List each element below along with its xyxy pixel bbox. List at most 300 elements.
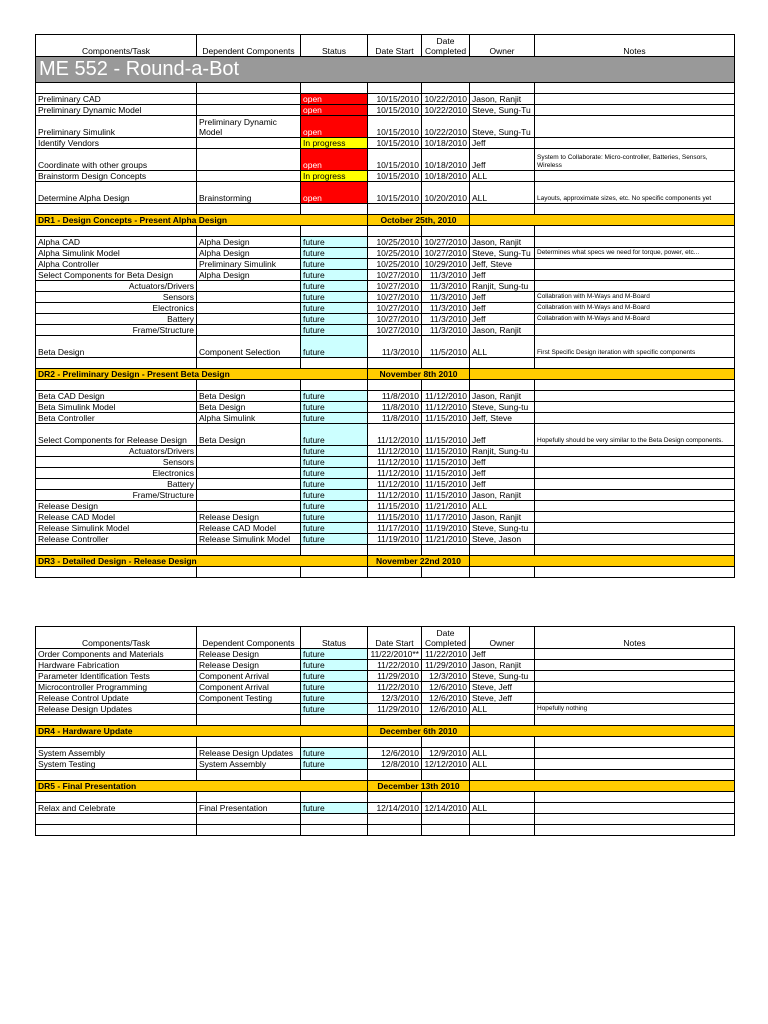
status-cell[interactable]: future [301,336,368,358]
date-start-cell[interactable]: 12/6/2010 [368,748,422,759]
date-start-cell[interactable]: 11/22/2010 [368,682,422,693]
empty-cell[interactable] [197,737,301,748]
date-completed-cell[interactable]: 12/6/2010 [422,682,470,693]
task-cell[interactable]: Beta Controller [36,413,197,424]
task-cell[interactable]: Select Components for Release Design [36,424,197,446]
task-cell[interactable]: Order Components and Materials [36,649,197,660]
empty-cell[interactable] [36,814,197,825]
notes-cell[interactable] [535,171,735,182]
notes-cell[interactable] [535,512,735,523]
milestone-spacer[interactable] [470,215,735,226]
task-cell[interactable]: Coordinate with other groups [36,149,197,171]
date-start-cell[interactable]: 10/27/2010 [368,325,422,336]
milestone-spacer[interactable] [470,369,735,380]
milestone-spacer[interactable] [470,781,735,792]
empty-cell[interactable] [368,825,422,836]
status-cell[interactable]: future [301,303,368,314]
status-cell[interactable]: future [301,413,368,424]
dependent-cell[interactable]: Release Design Updates [197,748,301,759]
status-cell[interactable]: future [301,523,368,534]
task-cell[interactable]: Electronics [36,468,197,479]
empty-cell[interactable] [422,380,470,391]
date-completed-cell[interactable]: 12/6/2010 [422,693,470,704]
notes-cell[interactable]: Determines what specs we need for torque, power, etc... [535,248,735,259]
status-cell[interactable]: future [301,649,368,660]
empty-cell[interactable] [368,358,422,369]
date-start-cell[interactable]: 10/15/2010 [368,105,422,116]
date-start-cell[interactable]: 10/27/2010 [368,292,422,303]
empty-cell[interactable] [301,380,368,391]
status-cell[interactable]: open [301,116,368,138]
task-cell[interactable]: Frame/Structure [36,490,197,501]
status-cell[interactable]: future [301,803,368,814]
date-completed-cell[interactable]: 11/3/2010 [422,270,470,281]
owner-cell[interactable]: ALL [470,759,535,770]
task-cell[interactable]: Microcontroller Programming [36,682,197,693]
task-cell[interactable]: Preliminary CAD [36,94,197,105]
owner-cell[interactable]: Jeff [470,314,535,325]
date-completed-cell[interactable]: 12/12/2010 [422,759,470,770]
empty-cell[interactable] [470,83,535,94]
status-cell[interactable]: open [301,94,368,105]
notes-cell[interactable]: Layouts, approximate sizes, etc. No specific components yet [535,182,735,204]
owner-cell[interactable]: Steve, Jason [470,534,535,545]
notes-cell[interactable]: Collabration with M-Ways and M-Board [535,292,735,303]
empty-cell[interactable] [368,814,422,825]
status-cell[interactable]: future [301,693,368,704]
status-cell[interactable]: future [301,237,368,248]
status-cell[interactable]: future [301,446,368,457]
task-cell[interactable]: Release Design Updates [36,704,197,715]
empty-cell[interactable] [301,737,368,748]
date-start-cell[interactable]: 10/15/2010 [368,116,422,138]
date-start-cell[interactable]: 11/12/2010 [368,457,422,468]
empty-cell[interactable] [301,715,368,726]
task-cell[interactable]: Relax and Celebrate [36,803,197,814]
empty-cell[interactable] [470,770,535,781]
task-cell[interactable]: Frame/Structure [36,325,197,336]
notes-cell[interactable] [535,682,735,693]
notes-cell[interactable] [535,237,735,248]
empty-cell[interactable] [301,792,368,803]
notes-cell[interactable] [535,803,735,814]
dependent-cell[interactable]: Release Design [197,512,301,523]
owner-cell[interactable]: ALL [470,704,535,715]
task-cell[interactable]: Hardware Fabrication [36,660,197,671]
empty-cell[interactable] [470,204,535,215]
empty-cell[interactable] [197,204,301,215]
notes-cell[interactable] [535,402,735,413]
notes-cell[interactable] [535,105,735,116]
date-completed-cell[interactable]: 12/9/2010 [422,748,470,759]
empty-cell[interactable] [36,226,197,237]
owner-cell[interactable]: ALL [470,501,535,512]
date-completed-cell[interactable]: 11/15/2010 [422,446,470,457]
task-cell[interactable]: Battery [36,314,197,325]
owner-cell[interactable]: Jeff [470,479,535,490]
empty-cell[interactable] [535,545,735,556]
empty-cell[interactable] [301,204,368,215]
dependent-cell[interactable]: Alpha Design [197,237,301,248]
date-completed-cell[interactable]: 11/3/2010 [422,292,470,303]
date-start-cell[interactable]: 11/29/2010 [368,704,422,715]
date-start-cell[interactable]: 10/27/2010 [368,270,422,281]
empty-cell[interactable] [470,825,535,836]
notes-cell[interactable] [535,391,735,402]
owner-cell[interactable]: Steve, Sung-Tu [470,248,535,259]
task-cell[interactable]: System Testing [36,759,197,770]
notes-cell[interactable] [535,671,735,682]
notes-cell[interactable] [535,259,735,270]
empty-cell[interactable] [36,715,197,726]
task-cell[interactable]: Alpha Controller [36,259,197,270]
date-start-cell[interactable]: 11/12/2010 [368,479,422,490]
empty-cell[interactable] [36,83,197,94]
dependent-cell[interactable]: Component Arrival [197,671,301,682]
date-start-cell[interactable]: 11/8/2010 [368,402,422,413]
status-cell[interactable]: future [301,660,368,671]
notes-cell[interactable]: Collabration with M-Ways and M-Board [535,314,735,325]
empty-cell[interactable] [422,737,470,748]
empty-cell[interactable] [301,814,368,825]
date-start-cell[interactable]: 11/22/2010 [368,660,422,671]
notes-cell[interactable] [535,660,735,671]
dependent-cell[interactable] [197,325,301,336]
date-start-cell[interactable]: 11/12/2010 [368,446,422,457]
empty-cell[interactable] [535,358,735,369]
status-cell[interactable]: future [301,281,368,292]
empty-cell[interactable] [36,792,197,803]
empty-cell[interactable] [197,715,301,726]
status-cell[interactable]: future [301,759,368,770]
date-start-cell[interactable]: 11/22/2010** [368,649,422,660]
milestone-label[interactable]: DR4 - Hardware Update [36,726,368,737]
owner-cell[interactable]: Jason, Ranjit [470,325,535,336]
task-cell[interactable]: Release Control Update [36,693,197,704]
owner-cell[interactable]: ALL [470,182,535,204]
empty-cell[interactable] [422,825,470,836]
dependent-cell[interactable]: System Assembly [197,759,301,770]
task-cell[interactable]: Determine Alpha Design [36,182,197,204]
dependent-cell[interactable] [197,149,301,171]
dependent-cell[interactable] [197,94,301,105]
notes-cell[interactable]: Hopefully nothing [535,704,735,715]
status-cell[interactable]: future [301,270,368,281]
owner-cell[interactable]: ALL [470,748,535,759]
date-completed-cell[interactable]: 12/6/2010 [422,704,470,715]
status-cell[interactable]: future [301,479,368,490]
date-start-cell[interactable]: 11/15/2010 [368,512,422,523]
milestone-date[interactable]: November 22nd 2010 [368,556,470,567]
status-cell[interactable]: future [301,259,368,270]
date-completed-cell[interactable]: 11/3/2010 [422,314,470,325]
empty-cell[interactable] [368,770,422,781]
dependent-cell[interactable]: Alpha Design [197,270,301,281]
owner-cell[interactable]: Jeff, Steve [470,259,535,270]
dependent-cell[interactable]: Release Design [197,660,301,671]
owner-cell[interactable]: Steve, Jeff [470,693,535,704]
date-completed-cell[interactable]: 11/19/2010 [422,523,470,534]
owner-cell[interactable]: Ranjit, Sung-tu [470,281,535,292]
task-cell[interactable]: Parameter Identification Tests [36,671,197,682]
date-completed-cell[interactable]: 10/27/2010 [422,237,470,248]
task-cell[interactable]: Preliminary Simulink [36,116,197,138]
date-completed-cell[interactable]: 11/5/2010 [422,336,470,358]
date-completed-cell[interactable]: 12/14/2010 [422,803,470,814]
empty-cell[interactable] [535,715,735,726]
date-start-cell[interactable]: 10/27/2010 [368,314,422,325]
empty-cell[interactable] [535,83,735,94]
task-cell[interactable]: Beta CAD Design [36,391,197,402]
date-completed-cell[interactable]: 11/15/2010 [422,413,470,424]
empty-cell[interactable] [422,715,470,726]
status-cell[interactable]: future [301,534,368,545]
empty-cell[interactable] [301,545,368,556]
status-cell[interactable]: future [301,314,368,325]
status-cell[interactable]: future [301,402,368,413]
notes-cell[interactable]: Hopefully should be very similar to the Beta Design components. [535,424,735,446]
notes-cell[interactable] [535,325,735,336]
owner-cell[interactable]: Jeff [470,424,535,446]
owner-cell[interactable]: Jason, Ranjit [470,391,535,402]
date-completed-cell[interactable]: 11/3/2010 [422,281,470,292]
empty-cell[interactable] [422,567,470,578]
date-start-cell[interactable]: 10/27/2010 [368,281,422,292]
milestone-date[interactable]: November 8th 2010 [368,369,470,380]
task-cell[interactable]: Sensors [36,457,197,468]
task-cell[interactable]: Release Simulink Model [36,523,197,534]
empty-cell[interactable] [535,792,735,803]
task-cell[interactable]: Preliminary Dynamic Model [36,105,197,116]
date-completed-cell[interactable]: 10/20/2010 [422,182,470,204]
empty-cell[interactable] [368,204,422,215]
empty-cell[interactable] [470,358,535,369]
task-cell[interactable]: Actuators/Drivers [36,281,197,292]
date-start-cell[interactable]: 10/15/2010 [368,138,422,149]
dependent-cell[interactable]: Brainstorming [197,182,301,204]
empty-cell[interactable] [535,567,735,578]
status-cell[interactable]: future [301,325,368,336]
milestone-spacer[interactable] [470,726,735,737]
dependent-cell[interactable]: Preliminary Simulink [197,259,301,270]
date-start-cell[interactable]: 12/8/2010 [368,759,422,770]
dependent-cell[interactable]: Beta Design [197,402,301,413]
task-cell[interactable]: Alpha CAD [36,237,197,248]
empty-cell[interactable] [368,715,422,726]
owner-cell[interactable]: ALL [470,336,535,358]
date-completed-cell[interactable]: 11/15/2010 [422,490,470,501]
owner-cell[interactable]: Steve, Sung-tu [470,402,535,413]
dependent-cell[interactable]: Preliminary Dynamic Model [197,116,301,138]
empty-cell[interactable] [470,226,535,237]
milestone-label[interactable]: DR3 - Detailed Design - Release Design [36,556,368,567]
empty-cell[interactable] [470,792,535,803]
empty-cell[interactable] [368,792,422,803]
empty-cell[interactable] [301,226,368,237]
notes-cell[interactable] [535,649,735,660]
empty-cell[interactable] [36,770,197,781]
date-completed-cell[interactable]: 11/15/2010 [422,424,470,446]
empty-cell[interactable] [422,792,470,803]
empty-cell[interactable] [422,83,470,94]
status-cell[interactable]: In progress [301,138,368,149]
empty-cell[interactable] [197,545,301,556]
date-completed-cell[interactable]: 12/3/2010 [422,671,470,682]
status-cell[interactable]: future [301,501,368,512]
dependent-cell[interactable]: Beta Design [197,391,301,402]
notes-cell[interactable] [535,457,735,468]
milestone-date[interactable]: October 25th, 2010 [368,215,470,226]
status-cell[interactable]: open [301,105,368,116]
empty-cell[interactable] [301,358,368,369]
dependent-cell[interactable]: Beta Design [197,424,301,446]
milestone-label[interactable]: DR1 - Design Concepts - Present Alpha Design [36,215,368,226]
milestone-date[interactable]: December 13th 2010 [368,781,470,792]
milestone-label[interactable]: DR2 - Preliminary Design - Present Beta Design [36,369,368,380]
task-cell[interactable]: Alpha Simulink Model [36,248,197,259]
empty-cell[interactable] [470,567,535,578]
dependent-cell[interactable]: Alpha Simulink [197,413,301,424]
date-start-cell[interactable]: 11/15/2010 [368,501,422,512]
empty-cell[interactable] [535,814,735,825]
dependent-cell[interactable] [197,468,301,479]
status-cell[interactable]: open [301,182,368,204]
task-cell[interactable]: Release CAD Model [36,512,197,523]
notes-cell[interactable] [535,501,735,512]
dependent-cell[interactable] [197,303,301,314]
owner-cell[interactable]: Jeff, Steve [470,413,535,424]
notes-cell[interactable] [535,693,735,704]
date-completed-cell[interactable]: 11/12/2010 [422,402,470,413]
notes-cell[interactable] [535,523,735,534]
empty-cell[interactable] [368,567,422,578]
status-cell[interactable]: future [301,748,368,759]
owner-cell[interactable]: Jason, Ranjit [470,512,535,523]
date-completed-cell[interactable]: 10/22/2010 [422,94,470,105]
owner-cell[interactable]: ALL [470,803,535,814]
dependent-cell[interactable]: Alpha Design [197,248,301,259]
status-cell[interactable]: future [301,682,368,693]
date-start-cell[interactable]: 10/15/2010 [368,171,422,182]
notes-cell[interactable] [535,534,735,545]
date-start-cell[interactable]: 10/15/2010 [368,94,422,105]
dependent-cell[interactable] [197,281,301,292]
status-cell[interactable]: future [301,468,368,479]
owner-cell[interactable]: Steve, Sung-Tu [470,116,535,138]
date-start-cell[interactable]: 10/27/2010 [368,303,422,314]
empty-cell[interactable] [36,204,197,215]
empty-cell[interactable] [535,770,735,781]
date-completed-cell[interactable]: 10/18/2010 [422,149,470,171]
date-completed-cell[interactable]: 11/15/2010 [422,479,470,490]
date-start-cell[interactable]: 10/15/2010 [368,149,422,171]
empty-cell[interactable] [422,814,470,825]
date-completed-cell[interactable]: 11/3/2010 [422,303,470,314]
owner-cell[interactable]: Jeff [470,468,535,479]
task-cell[interactable]: Brainstorm Design Concepts [36,171,197,182]
status-cell[interactable]: future [301,671,368,682]
date-completed-cell[interactable]: 11/15/2010 [422,457,470,468]
date-start-cell[interactable]: 11/12/2010 [368,468,422,479]
owner-cell[interactable]: Jeff [470,649,535,660]
owner-cell[interactable]: Steve, Sung-tu [470,523,535,534]
dependent-cell[interactable]: Component Arrival [197,682,301,693]
owner-cell[interactable]: Steve, Jeff [470,682,535,693]
empty-cell[interactable] [535,737,735,748]
empty-cell[interactable] [422,226,470,237]
task-cell[interactable]: Select Components for Beta Design [36,270,197,281]
task-cell[interactable]: Release Controller [36,534,197,545]
date-start-cell[interactable]: 11/8/2010 [368,391,422,402]
empty-cell[interactable] [368,737,422,748]
empty-cell[interactable] [535,825,735,836]
dependent-cell[interactable] [197,292,301,303]
notes-cell[interactable] [535,270,735,281]
notes-cell[interactable] [535,748,735,759]
empty-cell[interactable] [368,83,422,94]
date-start-cell[interactable]: 11/29/2010 [368,671,422,682]
date-completed-cell[interactable]: 10/18/2010 [422,171,470,182]
empty-cell[interactable] [422,358,470,369]
date-completed-cell[interactable]: 11/21/2010 [422,501,470,512]
notes-cell[interactable] [535,479,735,490]
task-cell[interactable]: Release Design [36,501,197,512]
date-completed-cell[interactable]: 11/12/2010 [422,391,470,402]
empty-cell[interactable] [36,737,197,748]
empty-cell[interactable] [301,825,368,836]
date-start-cell[interactable]: 10/25/2010 [368,237,422,248]
notes-cell[interactable] [535,281,735,292]
task-cell[interactable]: Actuators/Drivers [36,446,197,457]
status-cell[interactable]: future [301,704,368,715]
owner-cell[interactable]: Jeff [470,303,535,314]
status-cell[interactable]: future [301,457,368,468]
empty-cell[interactable] [197,825,301,836]
date-completed-cell[interactable]: 11/3/2010 [422,325,470,336]
dependent-cell[interactable]: Component Testing [197,693,301,704]
empty-cell[interactable] [470,737,535,748]
owner-cell[interactable]: Ranjit, Sung-tu [470,446,535,457]
empty-cell[interactable] [470,814,535,825]
empty-cell[interactable] [197,380,301,391]
empty-cell[interactable] [368,226,422,237]
status-cell[interactable]: future [301,248,368,259]
date-completed-cell[interactable]: 10/29/2010 [422,259,470,270]
date-completed-cell[interactable]: 10/22/2010 [422,105,470,116]
empty-cell[interactable] [422,204,470,215]
empty-cell[interactable] [197,83,301,94]
date-completed-cell[interactable]: 11/17/2010 [422,512,470,523]
date-completed-cell[interactable]: 10/22/2010 [422,116,470,138]
date-start-cell[interactable]: 11/8/2010 [368,413,422,424]
status-cell[interactable]: future [301,490,368,501]
owner-cell[interactable]: Jeff [470,457,535,468]
empty-cell[interactable] [36,825,197,836]
date-start-cell[interactable]: 10/15/2010 [368,182,422,204]
empty-cell[interactable] [422,545,470,556]
notes-cell[interactable] [535,468,735,479]
dependent-cell[interactable] [197,138,301,149]
task-cell[interactable]: Beta Simulink Model [36,402,197,413]
date-start-cell[interactable]: 10/25/2010 [368,259,422,270]
status-cell[interactable]: future [301,391,368,402]
notes-cell[interactable] [535,138,735,149]
task-cell[interactable]: Electronics [36,303,197,314]
owner-cell[interactable]: Jason, Ranjit [470,237,535,248]
owner-cell[interactable]: Jeff [470,270,535,281]
owner-cell[interactable]: Jeff [470,292,535,303]
owner-cell[interactable]: Jason, Ranjit [470,94,535,105]
